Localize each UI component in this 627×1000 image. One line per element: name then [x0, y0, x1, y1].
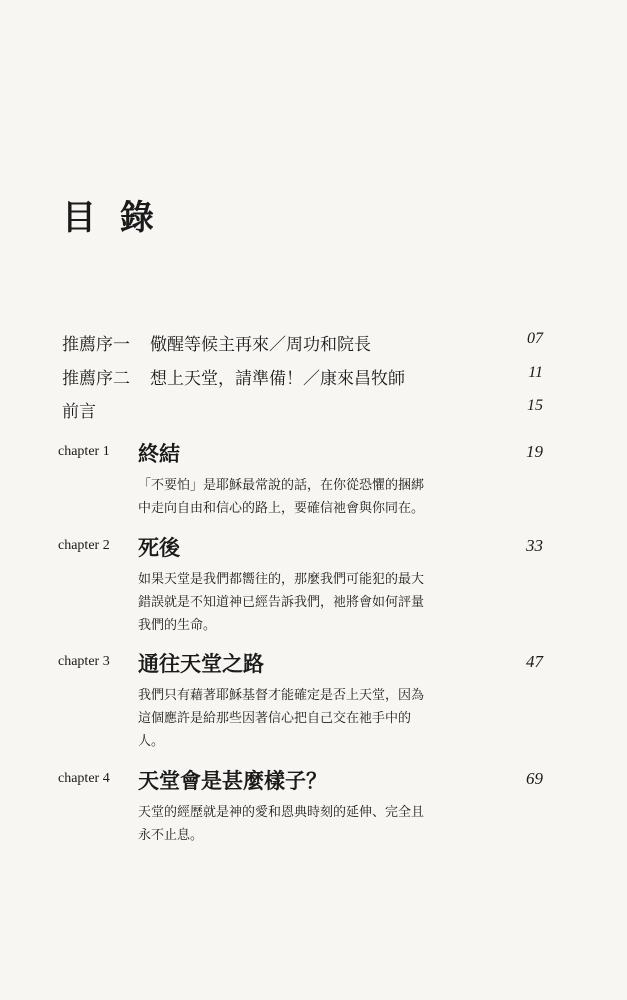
chapter-label: chapter 4	[58, 771, 110, 786]
page-number: 69	[526, 769, 543, 788]
entry-title: 想上天堂，請準備！／康來昌牧師	[150, 369, 405, 389]
description-line: 中走向自由和信心的路上，要確信祂會與你同在。	[138, 501, 425, 516]
page-number: 47	[526, 652, 543, 671]
chapter-description	[138, 568, 498, 637]
entry-label: 推薦序一	[62, 335, 130, 355]
toc-entry-foreword[interactable]	[0, 397, 627, 427]
chapter-description	[138, 684, 498, 753]
page-number: 33	[526, 536, 543, 555]
description-line: 這個應許是給那些因著信心把自己交在祂手中的	[138, 711, 412, 726]
page-number: 11	[528, 364, 543, 381]
page-number: 07	[527, 330, 543, 347]
chapter-label: chapter 1	[58, 444, 110, 459]
chapter-description	[138, 474, 498, 520]
page-number: 15	[527, 397, 543, 414]
description-line: 錯誤就是不知道神已經告訴我們，祂將會如何評量	[138, 595, 425, 610]
toc-entry-preface-2[interactable]	[0, 364, 627, 394]
description-line: 「不要怕」是耶穌最常說的話，在你從恐懼的捆綁	[138, 478, 425, 493]
chapter-title: 通往天堂之路	[138, 652, 264, 676]
chapter-title: 死後	[138, 536, 180, 560]
description-line: 永不止息。	[138, 828, 204, 843]
chapter-label: chapter 2	[58, 538, 110, 553]
description-line: 我們只有藉著耶穌基督才能確定是否上天堂，因為	[138, 688, 425, 703]
chapter-description	[138, 801, 498, 847]
toc-entry-preface-1[interactable]	[0, 330, 627, 360]
toc-title: 目 錄	[62, 198, 160, 238]
description-line: 如果天堂是我們都嚮往的，那麼我們可能犯的最大	[138, 572, 425, 587]
entry-label: 推薦序二	[62, 369, 130, 389]
chapter-title: 終結	[138, 442, 180, 466]
chapter-label: chapter 3	[58, 654, 110, 669]
description-line: 天堂的經歷就是神的愛和恩典時刻的延伸、完全且	[138, 805, 425, 820]
description-line: 我們的生命。	[138, 618, 217, 633]
entry-title: 儆醒等候主再來／周功和院長	[150, 335, 371, 355]
chapter-title: 天堂會是甚麼樣子？	[138, 769, 327, 793]
entry-label: 前言	[62, 402, 96, 422]
page-number: 19	[526, 442, 543, 461]
description-line: 人。	[138, 734, 165, 749]
